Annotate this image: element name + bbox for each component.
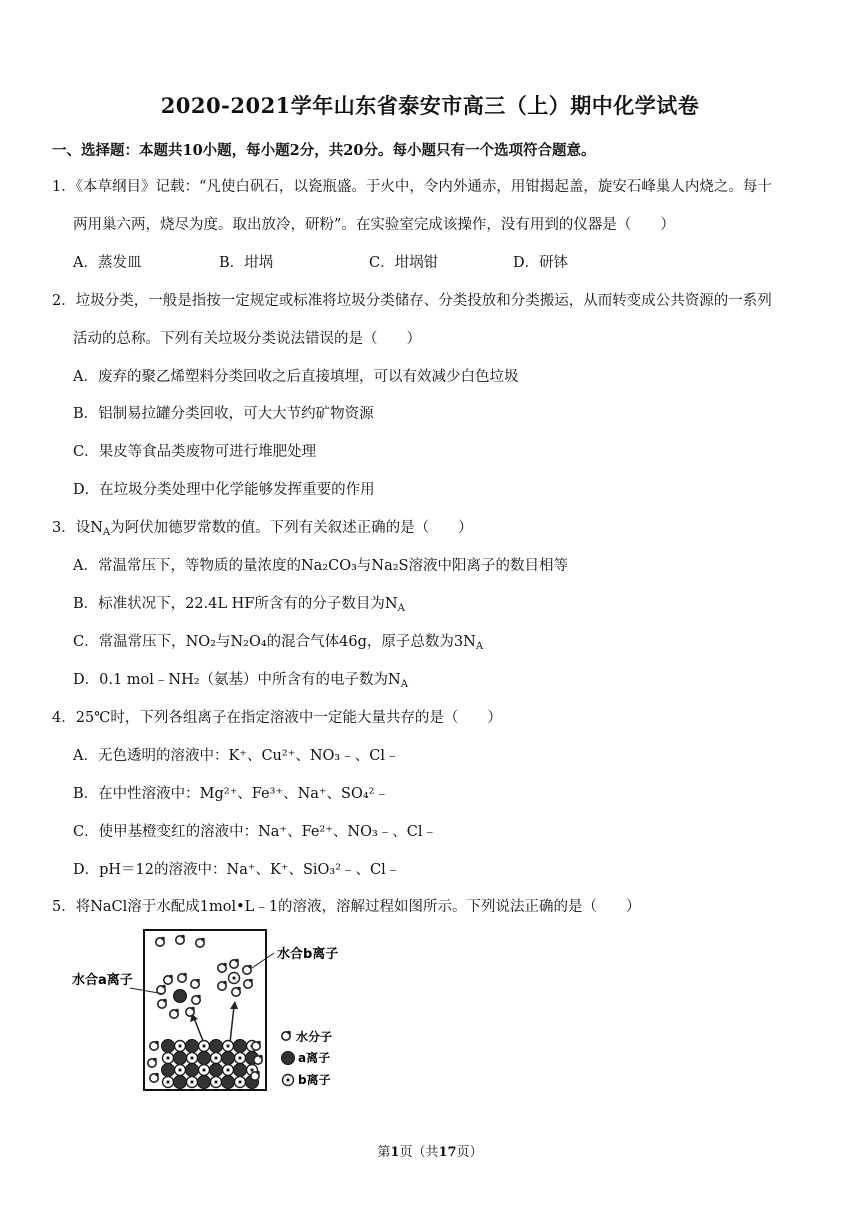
q1-option-b: B．坩埚 [219,255,274,271]
footer-suffix: 页） [456,1145,483,1160]
q2-stem-line2: 活动的总称。下列有关垃圾分类说法错误的是（ ） [73,331,421,347]
dissolution-figure [72,928,362,1093]
lattice-a-ion [162,1064,175,1077]
q4-option-a: A．无色透明的溶液中：K⁺、Cu²⁺、NO₃﹣、Cl﹣ [73,748,400,764]
lattice-a-ion [174,1052,187,1065]
lattice-b-ion [223,1065,234,1076]
q3-option-d [73,668,408,690]
lattice-b-ion [199,1065,210,1076]
lattice-a-ion [222,1052,235,1065]
lattice-a-ion [198,1052,211,1065]
lattice-a-ion [174,1076,187,1089]
lattice-a-ion [234,1040,247,1053]
section-heading: 一、选择题：本题共10小题，每小题2分，共20分。每小题只有一个选项符合题意。 [52,142,596,159]
legend-a-ion: a离子 [298,1051,331,1065]
footer-mid: 页（共 [399,1145,439,1160]
lattice-b-ion [187,1077,198,1088]
lattice-b-ion [187,1053,198,1064]
lattice-b-ion [223,1041,234,1052]
q1-option-c: C．坩埚钳 [369,255,439,271]
lattice-b-ion [211,1077,222,1088]
q3-option-b [73,592,405,614]
q4-option-d: D．pH＝12的溶液中：Na⁺、K⁺、SiO₃²﹣、Cl﹣ [73,862,401,878]
lattice-a-ion [186,1040,199,1053]
q5-stem: 5．将NaCl溶于水配成1mol•L﹣1的溶液，溶解过程如图所示。下列说法正确的是（ ） [52,899,641,915]
legend-water: 水分子 [296,1030,333,1044]
q3-option-b-text: B．标准状况下，22.4L HF所含有的分子数目为N [73,596,398,612]
q2-stem-line1: 2．垃圾分类，一般是指按一定规定或标准将垃圾分类储存、分类投放和分类搬运，从而转变成公共资源的一系列 [52,293,772,309]
q3-option-d-text: D．0.1 mol﹣NH₂（氨基）中所含有的电子数为N [73,672,401,688]
footer-page-number: 1 [390,1145,400,1160]
lattice-b-ion [235,1077,246,1088]
q4-stem: 4．25℃时，下列各组离子在指定溶液中一定能大量共存的是（ ） [52,710,502,726]
label-hydrated-b: 水合b离子 [277,947,339,962]
q4-option-b: B．在中性溶液中：Mg²⁺、Fe³⁺、Na⁺、SO₄²﹣ [73,786,389,802]
footer-prefix: 第 [377,1145,391,1160]
q3-stem-sub: A [102,527,111,538]
label-hydrated-a: 水合a离子 [72,973,133,988]
q1-option-a: A．蒸发皿 [73,255,142,271]
q2-option-c: C．果皮等食品类废物可进行堆肥处理 [73,444,317,460]
lattice-a-ion [186,1064,199,1077]
q3-option-b-sub: A [397,603,405,614]
lattice-b-ion [175,1041,186,1052]
lattice-b-ion [199,1041,210,1052]
exam-title: 2020-2021学年山东省泰安市高三（上）期中化学试卷 [160,93,700,118]
q2-option-b: B．铝制易拉罐分类回收，可大大节约矿物资源 [73,406,374,422]
dissolution-diagram [72,928,362,1093]
q3-stem-part: 3．设N [52,520,103,536]
q3-option-a: A．常温常压下，等物质的量浓度的Na₂CO₃与Na₂S溶液中阳离子的数目相等 [73,558,568,574]
lattice-a-ion [234,1064,247,1077]
q3-option-c-sub: A [475,641,484,652]
q2-option-a: A．废弃的聚乙烯塑料分类回收之后直接填埋，可以有效减少白色垃圾 [73,369,519,385]
q3-option-c [73,630,483,652]
lattice-a-ion [198,1076,211,1089]
lattice-b-ion [163,1077,174,1088]
footer-total-pages: 17 [438,1145,457,1160]
lattice-b-ion [163,1053,174,1064]
q1-option-d: D．研钵 [513,255,569,271]
nacl-crystal [162,1040,259,1089]
lattice-a-ion [210,1040,223,1053]
q3-option-c-text: C．常温常压下，NO₂与N₂O₄的混合气体46g，原子总数为3N [73,634,476,650]
page-footer [0,1141,860,1160]
lattice-a-ion [222,1076,235,1089]
lattice-b-ion [235,1053,246,1064]
q3-stem [52,516,473,538]
q1-stem-line2: 两用巢六两，烧尽为度。取出放冷，研粉”。在实验室完成该操作，没有用到的仪器是（ ） [73,217,675,233]
q1-stem-line1: 1．《本草纲目》记载：“凡使白矾石，以瓷瓶盛。于火中，令内外通赤，用钳揭起盖，旋安石峰巢人内烧之。每十 [52,179,772,195]
lattice-a-ion [162,1040,175,1053]
lattice-b-ion [211,1053,222,1064]
q4-option-c: C．使甲基橙变红的溶液中：Na⁺、Fe²⁺、NO₃﹣、Cl﹣ [73,824,438,840]
q2-option-d: D．在垃圾分类处理中化学能够发挥重要的作用 [73,482,375,498]
lattice-b-ion [175,1065,186,1076]
legend-b-ion: b离子 [298,1073,331,1087]
q3-stem-part2: 为阿伏加德罗常数的值。下列有关叙述正确的是（ ） [110,520,473,536]
q3-option-d-sub: A [400,679,408,690]
lattice-a-ion [210,1064,223,1077]
